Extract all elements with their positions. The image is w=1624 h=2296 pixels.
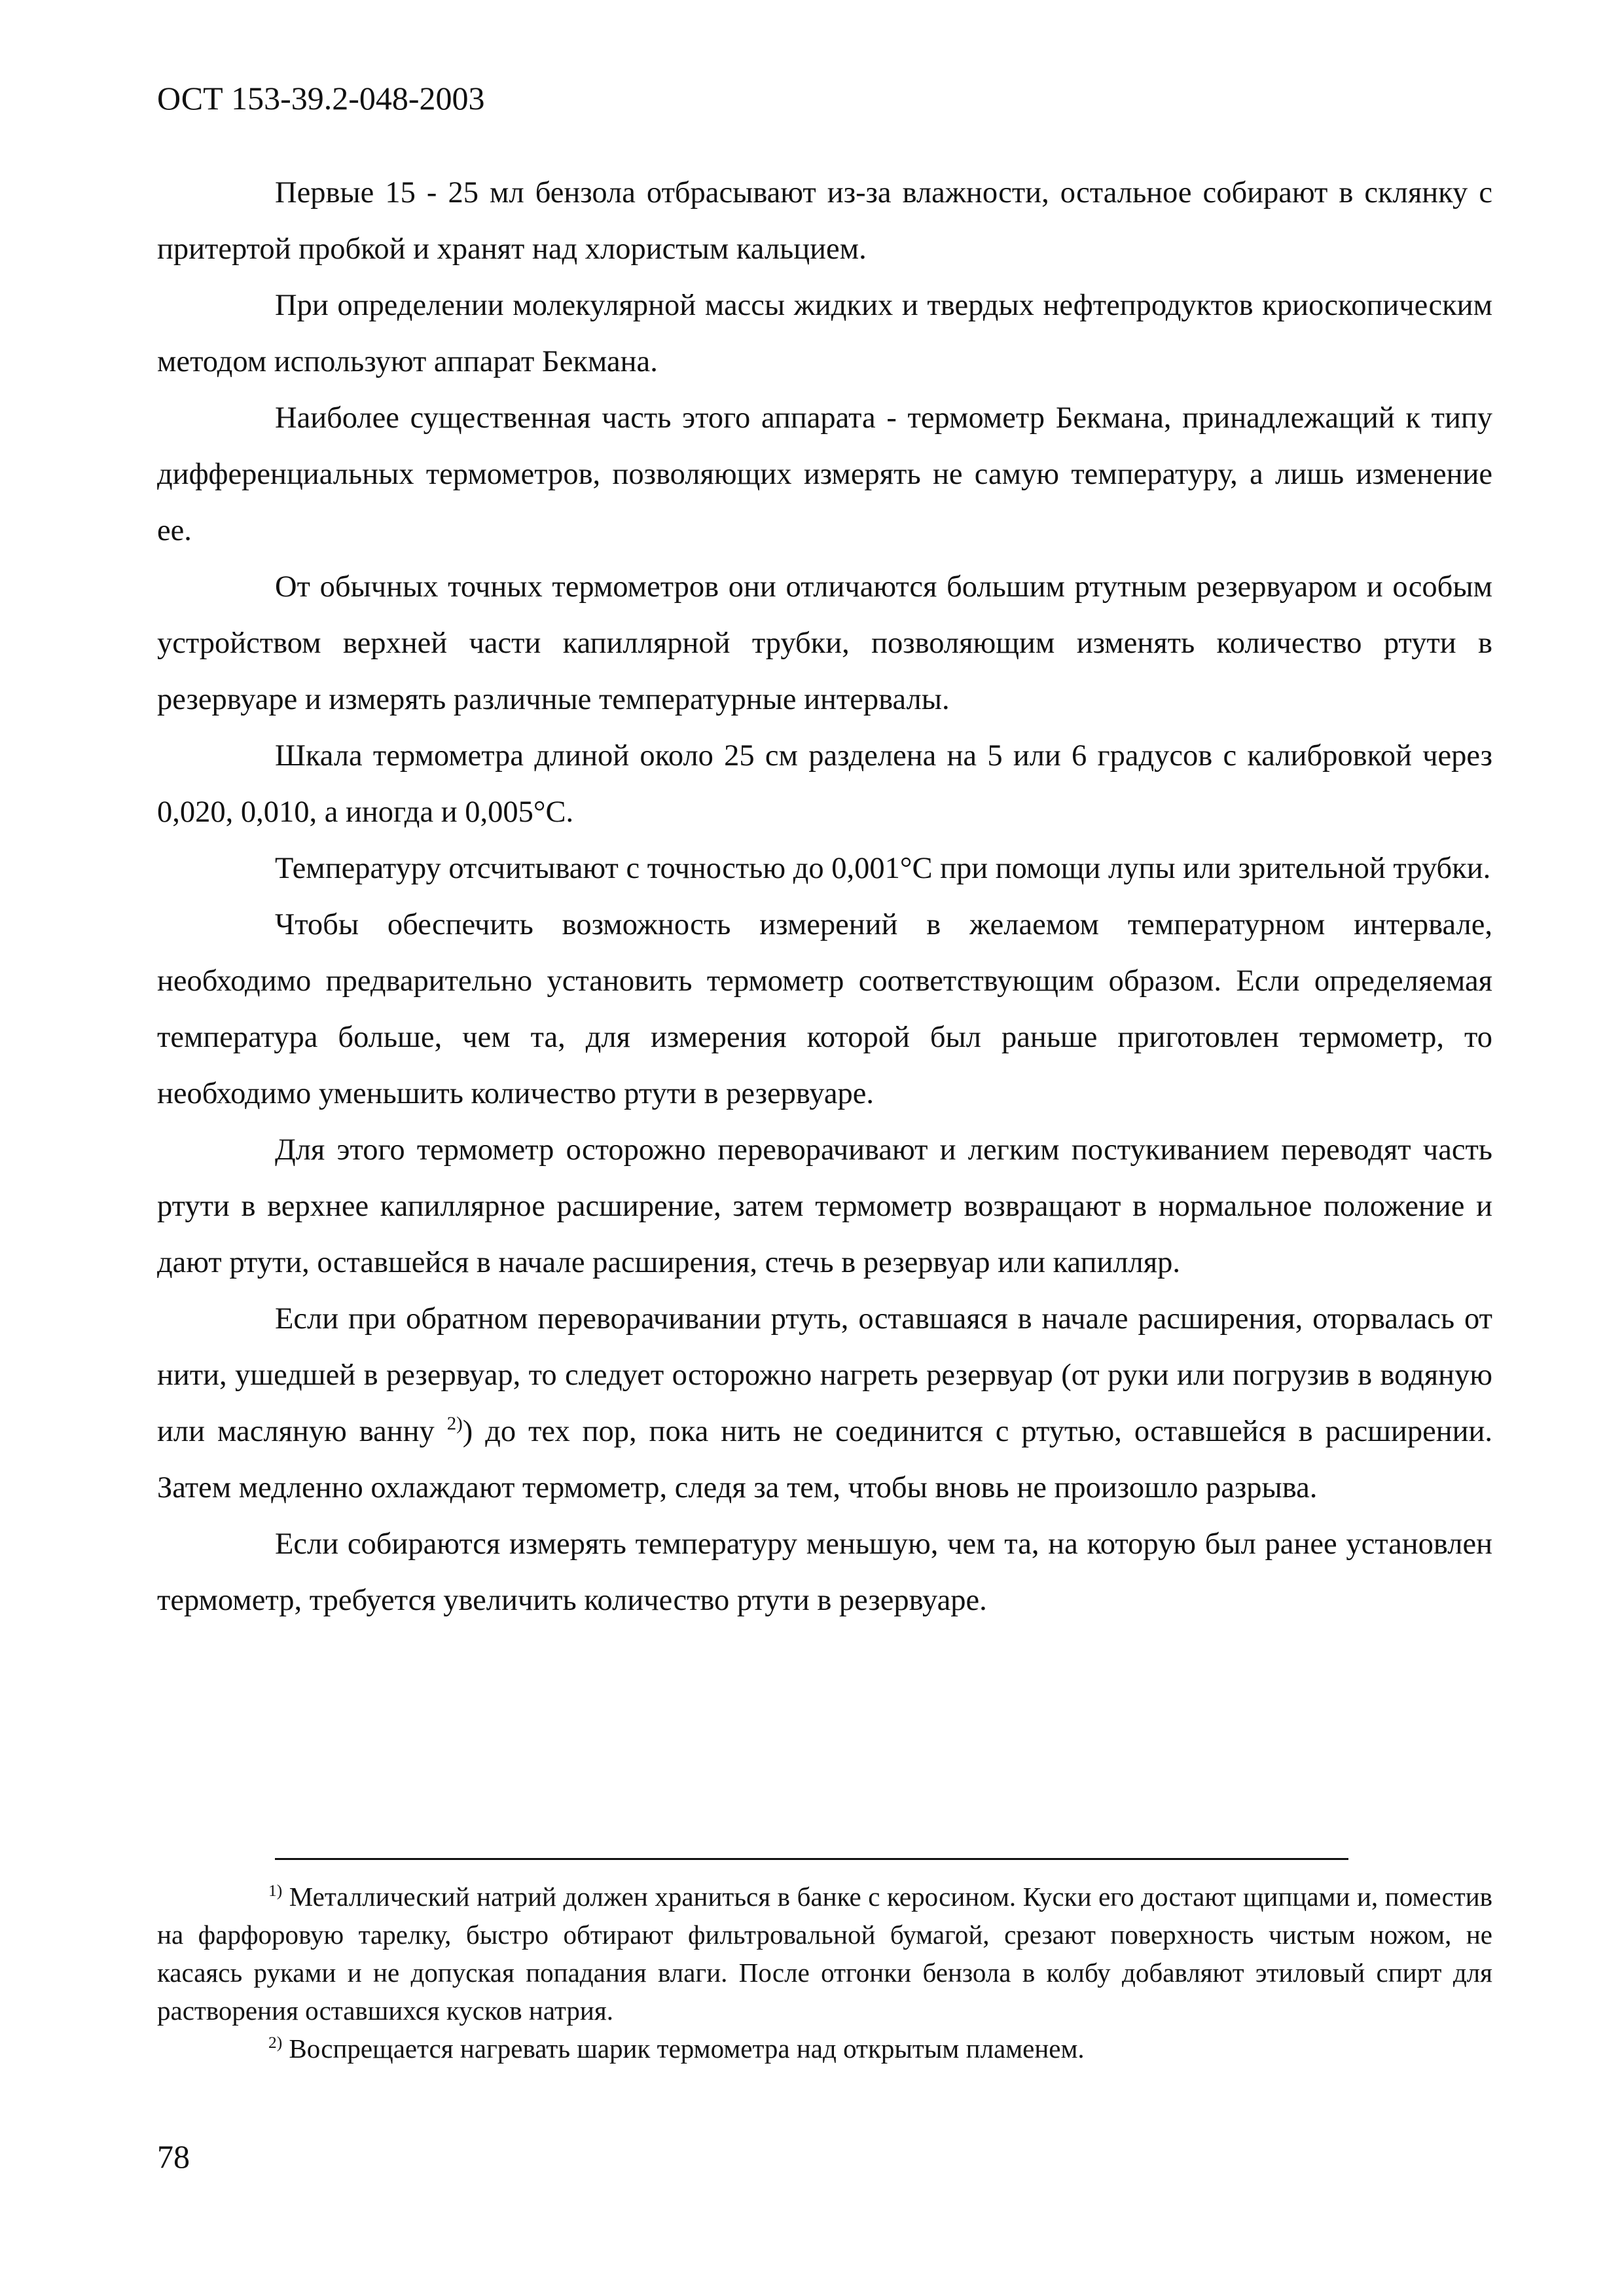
footnote-1 xyxy=(157,1878,1492,2030)
footnote-2 xyxy=(157,2030,1492,2068)
paragraph-7: Чтобы обеспечить возможность измерений в желаемом температурном интервале, необходимо предварительно установить термометр соответствующим образом. Если определяемая температура больше, чем та, для измерения которой был раньше приготовлен термометр, то необходимо уменьшить количество ртути в резервуаре. xyxy=(157,908,1492,1110)
paragraph-1: Первые 15 - 25 мл бензола отбрасывают из-за влажности, остальное собирают в склянку с притертой пробкой и хранят над хлористым кальцием. xyxy=(157,176,1492,266)
paragraph-9-text-after: ) до тех пор, пока нить не соединится с ртутью, оставшейся в расширении. Затем медленно охлаждают термометр, следя за тем, чтобы вновь не произошло разрыва. xyxy=(157,1415,1492,1504)
paragraph-9-text-before: Если при обратном переворачивании ртуть, оставшаяся в начале расширения, оторвалась от нити, ушедшей в резервуар, то следует осторожно нагреть резервуар (от руки или погрузив в водяную или масляную ванну xyxy=(157,1302,1492,1448)
paragraph-5: Шкала термометра длиной около 25 см разделена на 5 или 6 градусов с калибровкой через 0,020, 0,010, а иногда и 0,005°С. xyxy=(157,739,1492,829)
footnote-2-marker: 2) xyxy=(268,2033,283,2052)
paragraph-9 xyxy=(157,1291,1492,1516)
body-text xyxy=(157,165,1492,1629)
footnote-separator xyxy=(275,1858,1348,1860)
footnotes xyxy=(157,1878,1492,2068)
paragraph-10: Если собираются измерять температуру меньшую, чем та, на которую был ранее установлен термометр, требуется увеличить количество ртути в резервуаре. xyxy=(157,1527,1492,1617)
footnote-1-text: Металлический натрий должен храниться в банке с керосином. Куски его достают щипцами и, поместив на фарфоровую тарелку, быстро обтирают фильтровальной бумагой, срезают поверхность чистым ножом, не касаясь руками и не допуская попадания влаги. После отгонки бензола в колбу добавляют этиловый спирт для растворения оставшихся кусков натрия. xyxy=(157,1882,1492,2026)
paragraph-2: При определении молекулярной массы жидких и твердых нефтепродуктов криоскопическим методом используют аппарат Бекмана. xyxy=(157,289,1492,378)
footnote-reference-2: 2) xyxy=(446,1413,463,1434)
footnote-2-text: Воспрещается нагревать шарик термометра над открытым пламенем. xyxy=(289,2033,1085,2064)
paragraph-3: Наиболее существенная часть этого аппарата - термометр Бекмана, принадлежащий к типу дифференциальных термометров, позволяющих измерять не самую температуру, а лишь изменение ее. xyxy=(157,401,1492,547)
paragraph-4: От обычных точных термометров они отличаются большим ртутным резервуаром и особым устройством верхней части капиллярной трубки, позволяющим изменять количество ртути в резервуаре и измерять различные температурные интервалы. xyxy=(157,570,1492,716)
document-code-header: ОСТ 153-39.2-048-2003 xyxy=(157,80,485,117)
page-number: 78 xyxy=(157,2138,190,2175)
footnote-1-marker: 1) xyxy=(268,1881,283,1900)
paragraph-8: Для этого термометр осторожно переворачивают и легким постукиванием переводят часть ртути в верхнее капиллярное расширение, затем термометр возвращают в нормальное положение и дают ртути, оставшейся в начале расширения, стечь в резервуар или капилляр. xyxy=(157,1133,1492,1279)
paragraph-6: Температуру отсчитывают с точностью до 0,001°С при помощи лупы или зрительной трубки. xyxy=(275,852,1491,885)
